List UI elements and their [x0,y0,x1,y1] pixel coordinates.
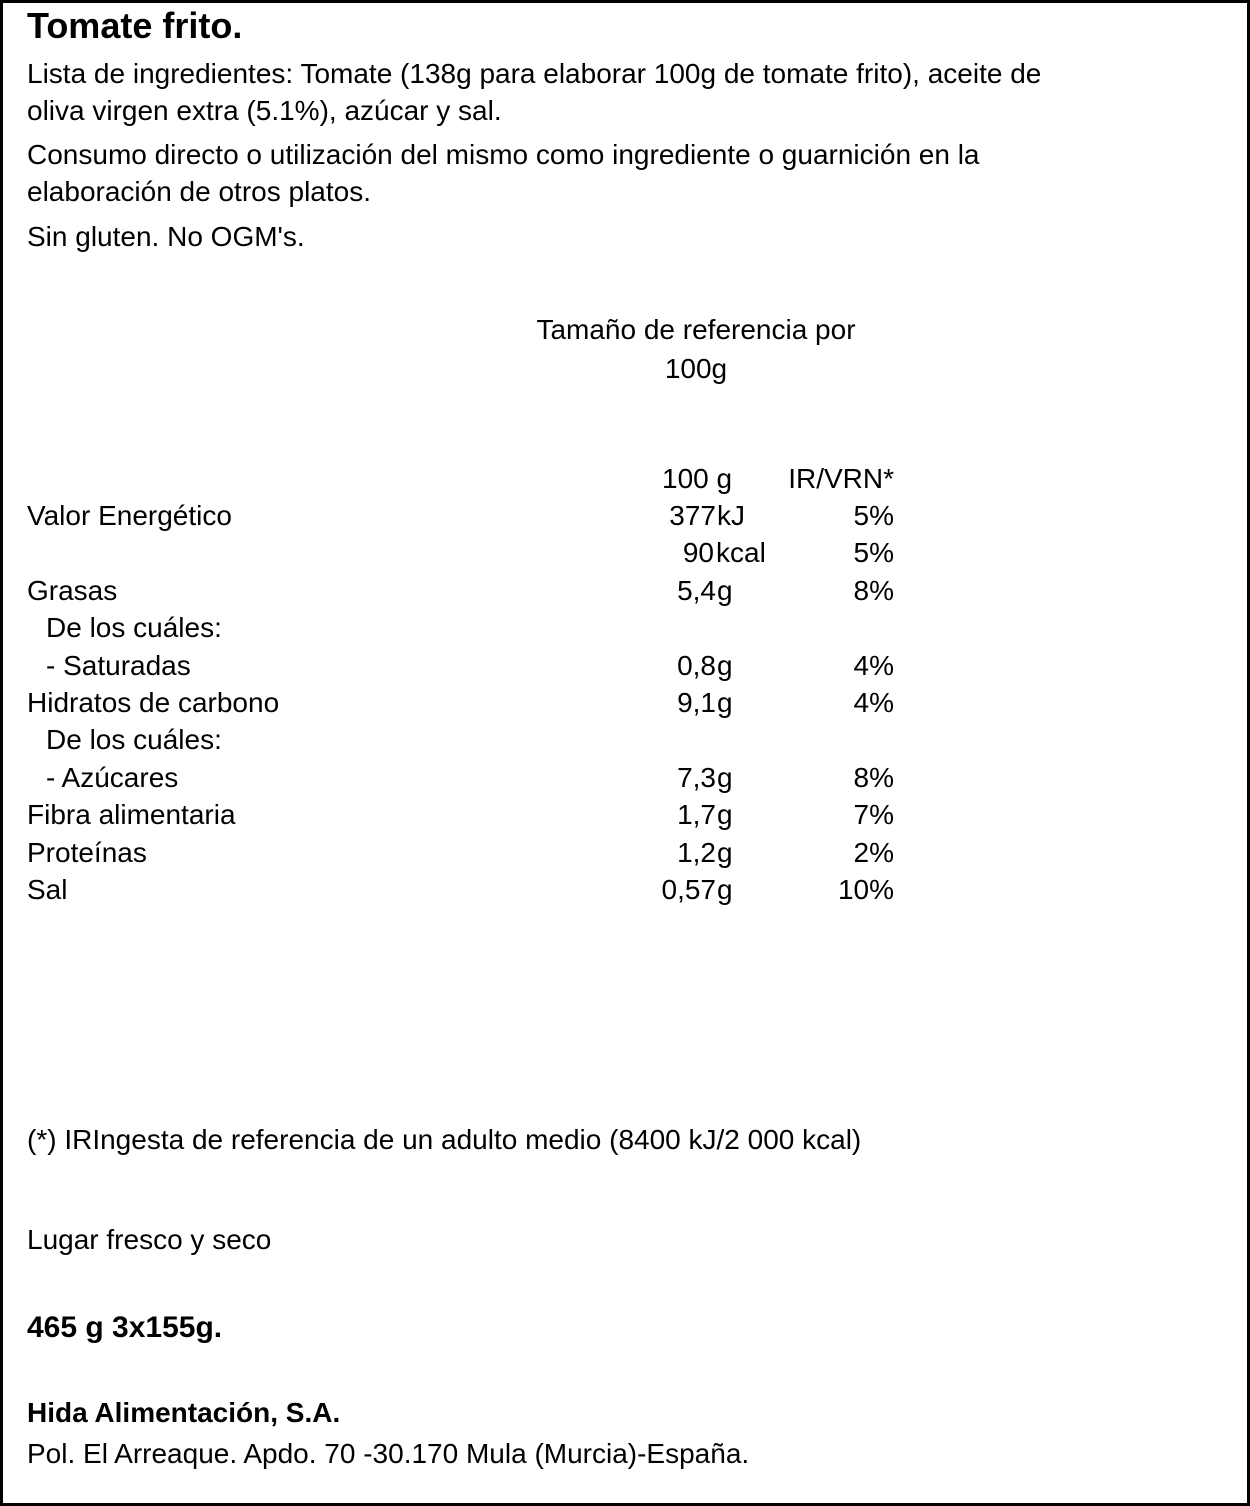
nutrient-unit: g [717,575,733,606]
nutrient-label: Proteínas [27,837,147,868]
nutrient-value: 5,4 [677,575,716,606]
nutrient-label: - Azúcares [46,762,179,793]
nutrient-unit: g [717,837,733,868]
company-address: Pol. El Arreaque. Apdo. 70 -30.170 Mula (Murcia)-España. [27,1438,750,1469]
reference-size-line-1: Tamaño de referencia por [536,314,856,345]
nutrient-label: Fibra alimentaria [27,799,236,830]
usage-line-1: Consumo directo o utilización del mismo como ingrediente o guarnición en la [27,139,980,170]
footnote: (*) IRIngesta de referencia de un adulto medio (8400 kJ/2 000 kcal) [27,1124,862,1155]
nutrient-unit: g [717,874,733,905]
nutrient-ir: 2% [853,837,894,868]
nutrient-value: 1,2 [677,837,716,868]
column-header-100g: 100 g [662,463,733,494]
ingredients-line-2: oliva virgen extra (5.1%), azúcar y sal. [27,95,502,126]
nutrient-unit: kJ [717,500,745,531]
nutrient-label: Grasas [27,575,118,606]
nutrient-ir: 10% [837,874,894,905]
nutrient-label: - Saturadas [46,650,191,681]
nutrient-value: 7,3 [677,762,716,793]
nutrient-label: Hidratos de carbono [27,687,280,718]
net-weight: 465 g 3x155g. [27,1311,223,1344]
nutrient-ir: 5% [853,537,894,568]
nutrient-ir: 8% [853,762,894,793]
nutrient-ir: 4% [853,650,894,681]
storage-instructions: Lugar fresco y seco [27,1224,272,1255]
reference-size-line-2: 100g [664,353,728,384]
nutrient-unit: g [717,650,733,681]
nutrient-ir: 7% [853,799,894,830]
nutrient-label: De los cuáles: [46,612,222,643]
nutrient-value: 377 [669,500,716,531]
nutrient-label: Valor Energético [27,500,232,531]
nutrient-ir: 4% [853,687,894,718]
nutrient-unit: g [717,687,733,718]
column-header-ir: IR/VRN* [788,463,894,494]
nutrient-unit: g [717,762,733,793]
nutrient-value: 9,1 [677,687,716,718]
nutrient-ir: 8% [853,575,894,606]
nutrient-unit: kcal [716,537,766,568]
ingredients-line-1: Lista de ingredientes: Tomate (138g para elaborar 100g de tomate frito), aceite de [27,58,1042,89]
company-name: Hida Alimentación, S.A. [27,1397,341,1428]
nutrient-unit: g [717,799,733,830]
nutrient-value: 1,7 [677,799,716,830]
nutrient-label: De los cuáles: [46,724,222,755]
nutrient-value: 0,57 [661,874,716,905]
nutrient-label: Sal [27,874,68,905]
nutrient-value: 0,8 [677,650,716,681]
nutrient-value: 90 [682,537,714,568]
nutrient-ir: 5% [853,500,894,531]
usage-line-2: elaboración de otros platos. [27,176,371,207]
claims-text: Sin gluten. No OGM's. [27,221,305,252]
product-title: Tomate frito. [27,5,243,46]
